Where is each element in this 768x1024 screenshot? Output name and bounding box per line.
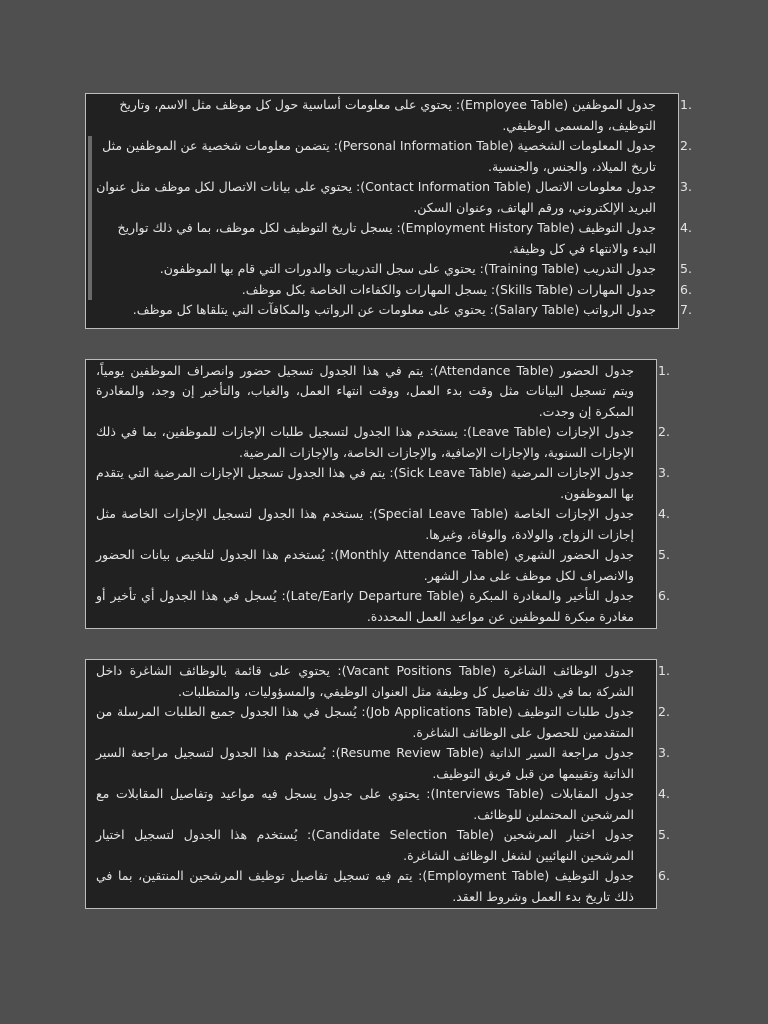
item-text: جدول الإجازات (Leave Table): يستخدم هذا الجدول لتسجيل طلبات الإجازات للموظفين، بما في ذلك الإجازات السنوية، والإجازات الإضافية، والإجازات الخاصة، والإجازات المرضية. (96, 424, 635, 460)
list-item (96, 504, 670, 545)
list-item (96, 177, 692, 218)
item-number: 5. (680, 261, 692, 276)
list-item (96, 586, 670, 627)
list-item (96, 463, 670, 504)
employee-tables-list (96, 95, 692, 321)
item-number: 2. (658, 704, 670, 719)
item-number: 1. (658, 663, 670, 678)
item-text: جدول التدريب (Training Table): يحتوي على سجل التدريبات والدورات التي قام بها الموظفون. (159, 261, 656, 276)
item-number: 1. (658, 362, 670, 378)
item-number: 6. (658, 588, 670, 603)
employee-tables-box (85, 93, 692, 329)
item-number: 4. (658, 506, 670, 521)
recruitment-tables-list (96, 661, 670, 907)
item-number: 4. (680, 220, 692, 235)
list-item (96, 300, 692, 321)
list-item (96, 95, 692, 136)
item-number: 3. (658, 745, 670, 760)
item-number: 2. (658, 424, 670, 439)
list-item (96, 743, 670, 784)
list-item (96, 702, 670, 743)
list-item (96, 136, 692, 177)
list-item (96, 361, 670, 423)
item-text: جدول المهارات (Skills Table): يسجل المهارات والكفاءات الخاصة بكل موظف. (241, 281, 656, 297)
list-item (96, 825, 670, 866)
item-text: جدول الوظائف الشاغرة (Vacant Positions Table): يحتوي على قائمة بالوظائف الشاغرة داخل الشركة بما في ذلك تفاصيل كل وظيفة مثل العنوان الوظيفي، والمسؤوليات، والمتطلبات. (96, 663, 634, 699)
item-text: جدول التوظيف (Employment Table): يتم فيه تسجيل تفاصيل توظيف المرشحين المنتقين، بما في ذلك تاريخ بدء العمل وشروط العقد. (96, 868, 635, 904)
item-number: 5. (658, 827, 670, 842)
item-text: جدول مراجعة السير الذاتية (Resume Review Table): يُستخدم هذا الجدول لتسجيل مراجعة السير الذاتية وتقييمها من قبل فريق التوظيف. (96, 745, 634, 781)
item-text: جدول الرواتب (Salary Table): يحتوي على معلومات عن الرواتب والمكافآت التي يتلقاها كل موظف. (132, 302, 656, 317)
item-text: جدول المقابلات (Interviews Table): يحتوي على جدول يسجل فيه مواعيد وتفاصيل المقابلات مع المرشحين المحتملين للوظائف. (96, 786, 634, 822)
item-text: جدول طلبات التوظيف (Job Applications Table): يُسجل في هذا الجدول جميع الطلبات المرسلة من المتقدمين للحصول على الوظائف الشاغرة. (96, 704, 635, 740)
item-number: 5. (658, 547, 670, 562)
item-text: جدول الموظفين (Employee Table): يحتوي على معلومات أساسية حول كل موظف مثل الاسم، وتاريخ التوظيف، والمسمى الوظيفي. (119, 97, 656, 133)
list-item (96, 784, 670, 825)
item-number: 7. (680, 302, 692, 317)
item-text: جدول الحضور الشهري (Monthly Attendance Table): يُستخدم هذا الجدول لتلخيص بيانات الحضور والانصراف لكل موظف على مدار الشهر. (96, 547, 635, 583)
vertical-bar (88, 136, 92, 300)
item-text: جدول المعلومات الشخصية (Personal Information Table): يتضمن معلومات شخصية عن الموظفين مثل تاريخ الميلاد، والجنس، والجنسية. (102, 138, 656, 174)
attendance-tables-box (85, 359, 670, 630)
item-number: 3. (658, 465, 670, 480)
item-number: 6. (658, 868, 670, 883)
attendance-tables-list (96, 361, 670, 628)
item-number: 4. (658, 786, 670, 801)
list-item (96, 422, 670, 463)
item-text: جدول الإجازات الخاصة (Special Leave Table): يستخدم هذا الجدول لتسجيل الإجازات الخاصة مثل إجازات الزواج، والولادة، والوفاة، وغيرها. (96, 506, 634, 542)
list-item (96, 218, 692, 259)
item-text: جدول الحضور (Attendance Table): يتم في هذا الجدول تسجيل حضور وانصراف الموظفين يومياً، ويتم تسجيل البيانات مثل وقت بدء العمل، ووقت انتهاء العمل، والغياب، والتأخير إن وجد، والمغادرة المبكرة إن وجدت. (96, 362, 635, 419)
recruitment-tables-box (85, 659, 670, 909)
item-text: جدول اختيار المرشحين (Candidate Selection Table): يُستخدم هذا الجدول لتسجيل اختيار المرشحين النهائيين لشغل الوظائف الشاغرة. (96, 827, 635, 863)
list-item (96, 661, 670, 702)
item-number: 3. (680, 179, 692, 194)
item-number: 2. (680, 138, 692, 153)
item-text: جدول التوظيف (Employment History Table): يسجل تاريخ التوظيف لكل موظف، بما في ذلك تواريخ البدء والانتهاء في كل وظيفة. (117, 220, 656, 256)
item-text: جدول معلومات الاتصال (Contact Information Table): يحتوي على بيانات الاتصال لكل موظف مثل عنوان البريد الإلكتروني، ورقم الهاتف، وعنوان السكن. (96, 179, 656, 215)
list-item (96, 866, 670, 907)
item-number: 6. (680, 281, 692, 297)
item-text: جدول الإجازات المرضية (Sick Leave Table): يتم في هذا الجدول تسجيل الإجازات المرضية التي يتقدم بها الموظفون. (96, 465, 634, 501)
list-item (96, 259, 692, 280)
list-item (96, 280, 692, 301)
item-number: 1. (680, 97, 692, 112)
content-stack (85, 93, 692, 939)
list-item (96, 545, 670, 586)
item-text: جدول التأخير والمغادرة المبكرة (Late/Early Departure Table): يُسجل في هذا الجدول أي تأخير أو مغادرة مبكرة للموظفين عن مواعيد العمل المحددة. (96, 588, 634, 624)
